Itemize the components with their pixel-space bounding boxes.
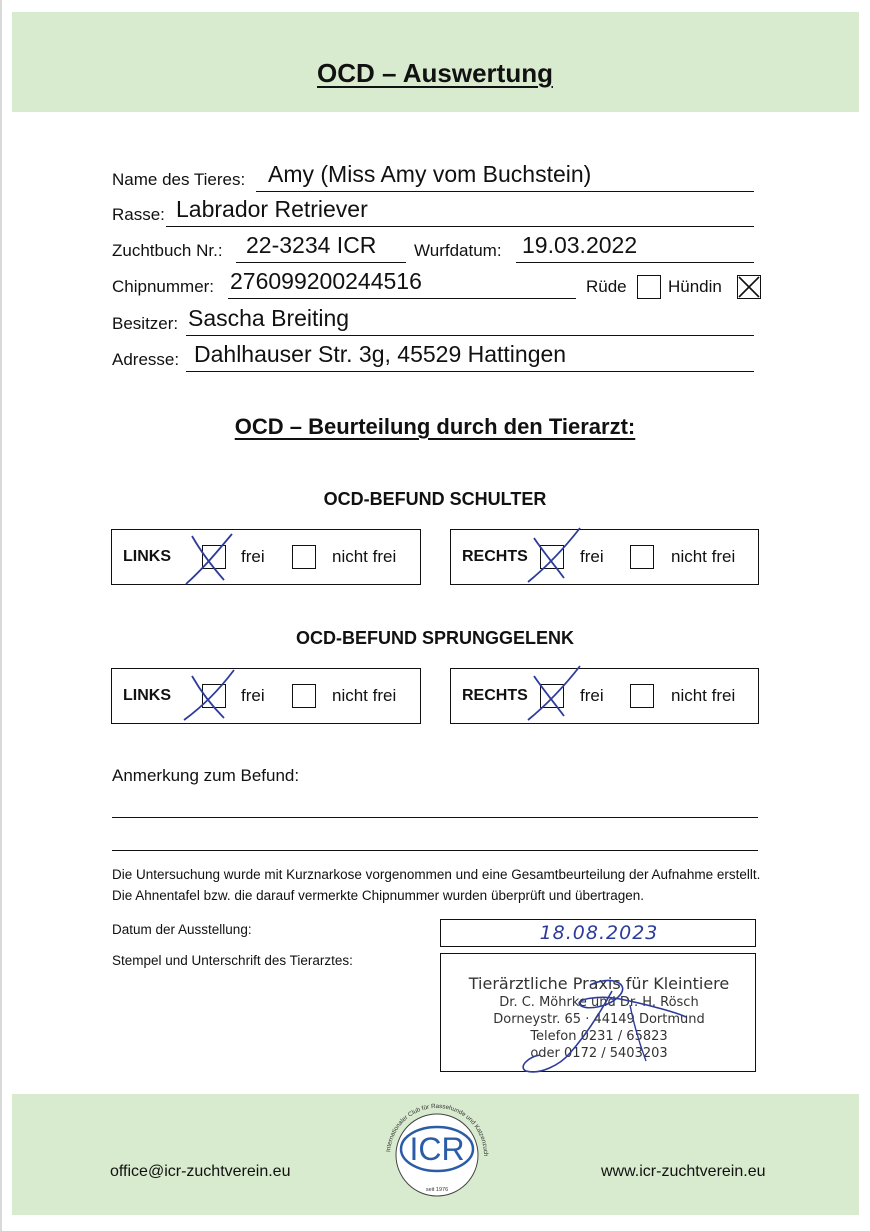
address-value[interactable]: Dahlhauser Str. 3g, 45529 Hattingen xyxy=(194,341,567,367)
footer-website-link[interactable]: www.icr-zuchtverein.eu xyxy=(601,1163,766,1180)
shoulder-left-notfree-label: nicht frei xyxy=(332,547,397,566)
owner-row xyxy=(112,305,758,338)
hock-left-free-label: frei xyxy=(241,686,265,705)
shoulder-right-free-label: frei xyxy=(580,547,604,566)
hock-left-notfree-checkbox[interactable] xyxy=(292,684,316,708)
issue-date-value: 18.08.2023 xyxy=(539,922,659,944)
remarks-label: Anmerkung zum Befund: xyxy=(112,766,300,785)
owner-line xyxy=(186,335,754,336)
shoulder-right-notfree-checkbox[interactable] xyxy=(630,545,654,569)
assessment-title: OCD – Beurteilung durch den Tierarzt: xyxy=(234,414,636,439)
breed-line xyxy=(166,226,754,227)
icr-logo-ring-text: Internationaler Club für Rassehunde und Katzenzuch xyxy=(385,1102,490,1157)
issue-date-label: Datum der Ausstellung: xyxy=(112,922,252,937)
male-label: Rüde xyxy=(586,277,627,296)
hock-right-box xyxy=(450,668,759,724)
shoulder-right-notfree-label: nicht frei xyxy=(671,547,736,566)
chip-value[interactable]: 276099200244516 xyxy=(230,268,422,294)
studbook-line xyxy=(236,262,406,263)
chip-label: Chipnummer: xyxy=(112,277,215,296)
stamp-line-practice: Tierärztliche Praxis für Kleintiere xyxy=(468,974,730,993)
address-line xyxy=(186,371,754,372)
icr-logo xyxy=(372,1093,502,1203)
hock-left-label: LINKS xyxy=(123,687,171,704)
hock-right-free-label: frei xyxy=(580,686,604,705)
hock-right-free-checkbox[interactable] xyxy=(540,684,564,708)
breed-row xyxy=(112,196,758,229)
hock-left-box xyxy=(111,668,421,724)
litter-date-label: Wurfdatum: xyxy=(414,241,502,260)
litter-date-value[interactable]: 19.03.2022 xyxy=(522,232,638,258)
litter-date-line xyxy=(516,262,754,263)
female-checkbox[interactable] xyxy=(737,275,761,299)
breed-label: Rasse: xyxy=(112,205,165,224)
shoulder-title: OCD-BEFUND SCHULTER xyxy=(323,489,547,509)
shoulder-left-notfree-checkbox[interactable] xyxy=(292,545,316,569)
chip-row xyxy=(112,268,772,301)
examination-notice: Die Untersuchung wurde mit Kurznarkose vorgenommen und eine Gesamtbeurteilung der Aufnahme erstellt. Die Ahnentafel bzw. die darauf vermerkte Chipnummer wurden überprüft und übertragen. xyxy=(112,867,761,903)
studbook-label: Zuchtbuch Nr.: xyxy=(112,241,223,260)
icr-logo-since: seit 1976 xyxy=(425,1187,449,1193)
stamp-line-doctors: Dr. C. Möhrke und Dr. H. Rösch xyxy=(499,995,699,1010)
address-row xyxy=(112,341,758,374)
stamp-line-street: Dorneystr. 65 · 44149 Dortmund xyxy=(493,1012,705,1027)
hock-right-label: RECHTS xyxy=(462,687,528,704)
stamp-label: Stempel und Unterschrift des Tierarztes: xyxy=(112,953,353,968)
hock-left-free-checkbox[interactable] xyxy=(202,684,226,708)
animal-name-label: Name des Tieres: xyxy=(112,170,246,189)
owner-value[interactable]: Sascha Breiting xyxy=(188,305,350,331)
shoulder-left-free-label: frei xyxy=(241,547,265,566)
shoulder-left-label: LINKS xyxy=(123,548,171,565)
remarks-line-2[interactable] xyxy=(112,850,758,851)
hock-title: OCD-BEFUND SPRUNGGELENK xyxy=(295,628,574,648)
animal-name-row xyxy=(112,161,758,194)
animal-name-line xyxy=(256,191,754,192)
owner-label: Besitzer: xyxy=(112,314,179,333)
male-checkbox[interactable] xyxy=(637,275,661,299)
shoulder-right-free-checkbox[interactable] xyxy=(540,545,564,569)
shoulder-right-box xyxy=(450,529,759,585)
stamp-line-mobile: oder 0172 / 5403203 xyxy=(530,1046,668,1061)
page-edge xyxy=(0,0,2,1231)
female-label: Hündin xyxy=(668,277,722,296)
checkbox-cross-icon xyxy=(738,276,760,298)
document-title: OCD – Auswertung xyxy=(317,58,553,88)
hock-left-notfree-label: nicht frei xyxy=(332,686,397,705)
breed-value[interactable]: Labrador Retriever xyxy=(176,196,368,222)
chip-line xyxy=(228,298,576,299)
icr-logo-text: ICR xyxy=(409,1131,465,1167)
animal-name-value[interactable]: Amy (Miss Amy vom Buchstein) xyxy=(268,161,592,187)
address-label: Adresse: xyxy=(112,350,180,369)
studbook-row xyxy=(112,232,758,265)
issue-date-box[interactable] xyxy=(440,919,756,947)
shoulder-left-free-checkbox[interactable] xyxy=(202,545,226,569)
remarks-line-1[interactable] xyxy=(112,817,758,818)
shoulder-right-label: RECHTS xyxy=(462,548,528,565)
stamp-line-phone: Telefon 0231 / 65823 xyxy=(530,1029,668,1044)
hock-right-notfree-checkbox[interactable] xyxy=(630,684,654,708)
hock-right-notfree-label: nicht frei xyxy=(671,686,736,705)
studbook-value[interactable]: 22-3234 ICR xyxy=(246,232,377,258)
footer-email-link[interactable]: office@icr-zuchtverein.eu xyxy=(110,1163,291,1180)
shoulder-left-box xyxy=(111,529,421,585)
vet-stamp-box xyxy=(440,953,756,1072)
